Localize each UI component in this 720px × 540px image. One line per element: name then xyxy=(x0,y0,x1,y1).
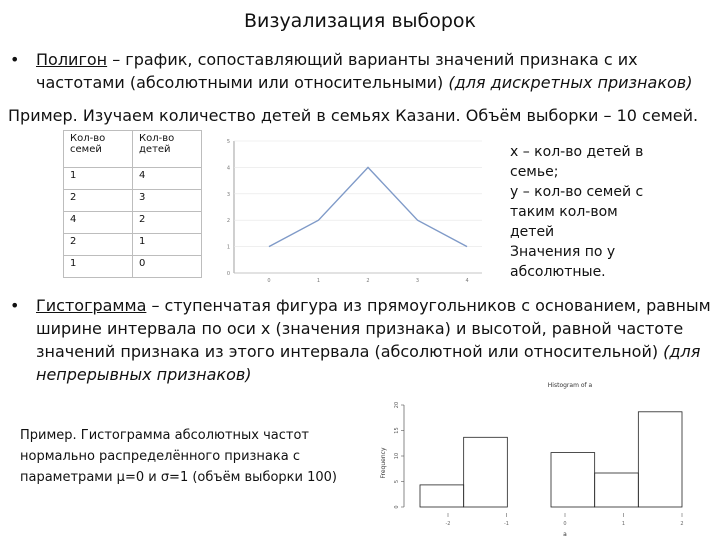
note-histogram: (для непрерывных признаков) xyxy=(36,342,701,384)
bullet-histogram xyxy=(10,294,715,386)
note-line: абсолютные. xyxy=(510,264,606,280)
polygon-x-tick: 4 xyxy=(465,278,469,284)
table-cell: 3 xyxy=(133,190,202,212)
histogram-y-tick: 5 xyxy=(394,479,400,484)
slide-title: Визуализация выборок xyxy=(243,10,477,32)
table-cell: 4 xyxy=(133,168,202,190)
polygon-y-tick: 5 xyxy=(226,139,230,145)
note-line: детей xyxy=(510,224,555,240)
histogram-y-tick: 20 xyxy=(394,401,400,409)
note-line: таким кол-вом xyxy=(510,204,618,220)
table-row xyxy=(64,256,202,278)
histogram-bar xyxy=(464,437,508,507)
table-row xyxy=(64,168,202,190)
table-cell: 2 xyxy=(133,212,202,234)
note-line: Значения по y xyxy=(510,244,616,260)
histogram-x-tick: 0 xyxy=(563,521,567,527)
table-cell: 0 xyxy=(133,256,202,278)
table-cell: 2 xyxy=(64,190,133,212)
histogram-x-tick: 1 xyxy=(621,521,626,527)
histogram-bar xyxy=(551,453,595,507)
polygon-chart xyxy=(222,135,492,285)
polygon-x-tick: 3 xyxy=(415,278,420,284)
note-line: x – кол-во детей в xyxy=(510,144,644,160)
polygon-series-line xyxy=(269,167,467,246)
histogram-x-tick: 2 xyxy=(680,521,684,527)
bullet-histogram-text xyxy=(36,294,715,386)
example-polygon: Пример. Изучаем количество детей в семьях Казани. Объём выборки – 10 семей. xyxy=(8,106,699,125)
definition-histogram: – ступенчатая фигура из прямоугольников с основанием, равным ширине интервала по оси x (значения признака) и высотой, равной частоте значений признака из этого интервала (абсолютной или относительной) xyxy=(36,296,711,361)
histogram-chart xyxy=(370,375,715,540)
histogram-bar xyxy=(595,473,639,507)
table-row xyxy=(64,212,202,234)
polygon-y-tick: 1 xyxy=(226,244,230,251)
histogram-x-tick: -1 xyxy=(504,521,509,527)
table-header-children: Кол-во детей xyxy=(133,131,202,168)
polygon-x-tick: 0 xyxy=(267,278,271,284)
polygon-y-tick: 4 xyxy=(226,165,230,172)
table-row xyxy=(64,190,202,212)
bullet-polygon-text xyxy=(36,48,715,94)
bullet-dot: • xyxy=(10,50,20,69)
histogram-y-tick: 15 xyxy=(394,427,400,434)
table-row xyxy=(64,234,202,256)
note-line: семье; xyxy=(510,164,559,180)
histogram-x-label: a xyxy=(563,531,567,538)
note-polygon: (для дискретных признаков) xyxy=(448,73,693,92)
definition-polygon: – график, сопоставляющий варианты значений признака с их частотами (абсолютными или относительными) xyxy=(36,50,638,92)
histogram-bar xyxy=(420,485,464,507)
example-histogram: Пример. Гистограмма абсолютных частот нормально распределённого признака с параметрами µ=0 и σ=1 (объём выборки 100) xyxy=(20,428,337,485)
table-header-families: Кол-во семей xyxy=(64,131,133,168)
note-line: y – кол-во семей с xyxy=(510,184,644,200)
histogram-title: Histogram of a xyxy=(547,382,593,389)
bullet-polygon xyxy=(10,48,715,94)
histogram-y-tick: 10 xyxy=(394,452,400,460)
table-cell: 4 xyxy=(64,212,133,234)
term-polygon: Полигон xyxy=(36,50,108,69)
polygon-y-tick: 3 xyxy=(226,191,230,198)
frequency-table xyxy=(63,130,202,278)
polygon-y-tick: 0 xyxy=(226,271,230,277)
histogram-y-label: Frequency xyxy=(380,447,387,479)
notes-panel xyxy=(510,142,710,282)
polygon-y-tick: 2 xyxy=(226,218,230,225)
bullet-dot: • xyxy=(10,296,20,315)
table-cell: 1 xyxy=(64,256,133,278)
table-header-row xyxy=(64,131,202,168)
histogram-x-tick: -2 xyxy=(445,521,451,527)
term-histogram: Гистограмма xyxy=(36,296,147,315)
histogram-bar xyxy=(638,412,682,507)
table-cell: 1 xyxy=(64,168,133,190)
table-cell: 2 xyxy=(64,234,133,256)
polygon-x-tick: 2 xyxy=(366,278,370,284)
table-cell: 1 xyxy=(133,234,202,256)
histogram-y-tick: 0 xyxy=(394,505,400,509)
polygon-x-tick: 1 xyxy=(316,278,321,284)
